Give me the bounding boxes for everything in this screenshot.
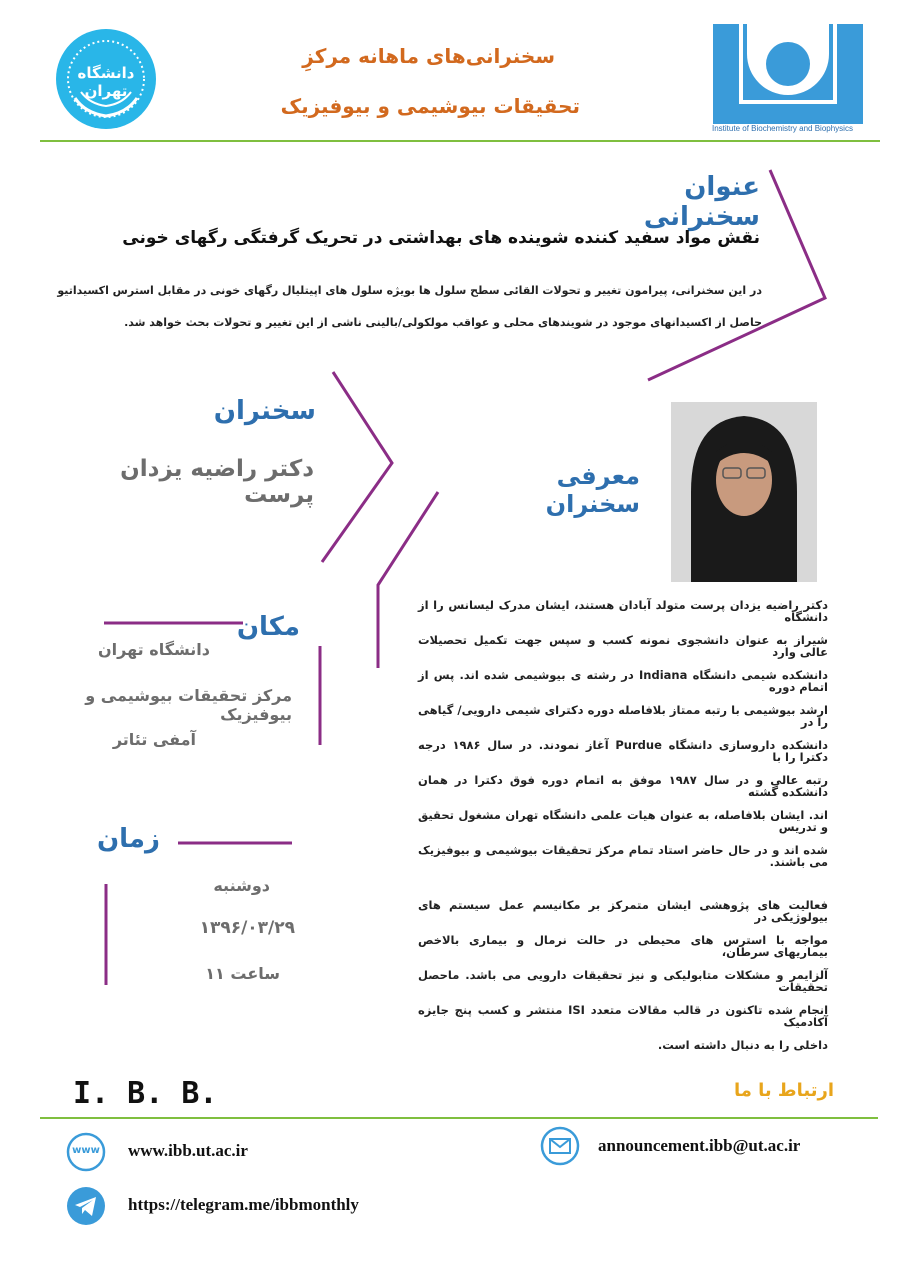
bio-line: مواجه با استرس های محیطی در حالت نرمال و بیماری بالاخص بیماریهای سرطان، — [418, 933, 828, 959]
bio-line: دانشکده شیمی دانشگاه Indiana در رشته ی بیوشیمی شده اند. پس از اتمام دوره — [418, 668, 828, 694]
bio-line: اند. ایشان بلافاصله، به عنوان هیات علمی دانشگاه تهران مشغول تحقیق و تدریس — [418, 808, 828, 834]
bio-heading: معرفی سخنران — [545, 462, 640, 518]
speaker-name: دکتر راضیه یزدان پرست — [120, 456, 314, 508]
bio-paragraph-2 — [418, 900, 828, 1075]
header-title-line2: تحقیقات بیوشیمی و بیوفیزیک — [280, 94, 580, 118]
time-day: دوشنبه — [213, 876, 270, 895]
university-logo-text: دانشگاه تهران — [77, 64, 135, 100]
email-link[interactable]: announcement.ibb@ut.ac.ir — [598, 1136, 801, 1155]
bio-line: دکتر راضیه یزدان پرست متولد آبادان هستند، ایشان مدرک لیسانس را از دانشگاه — [418, 598, 828, 624]
bio-line: رتبه عالی و در سال ۱۹۸۷ موفق به اتمام دوره فوق دکترا در همان دانشکده گشته — [418, 773, 829, 799]
time-heading: زمان — [96, 824, 160, 854]
bio-line: ارشد بیوشیمی با رتبه ممتاز بلافاصله دوره دکترای شیمی دارویی/ گیاهی را در — [418, 703, 828, 729]
telegram-link[interactable]: https://telegram.me/ibbmonthly — [128, 1195, 359, 1214]
bio-line: دانشکده داروسازی دانشگاه Purdue آغاز نمودند. در سال ۱۹۸۶ درجه دکترا را با — [418, 738, 828, 764]
bio-line: شیراز به عنوان دانشجوی نمونه کسب و سپس جهت تکمیل تحصیلات عالی وارد — [418, 633, 828, 659]
bio-line: انجام شده تاکنون در قالب مقالات متعدد ISI منتشر و کسب پنج جایزه آکادمیک — [418, 1003, 829, 1029]
location-line1: دانشگاه تهران — [98, 640, 210, 659]
contact-heading: ارتباط با ما — [733, 1080, 834, 1101]
institute-caption: Institute of Biochemistry and Biophysics — [712, 124, 853, 133]
lecture-abstract-line1: در این سخنرانی، پیرامون تغییر و تحولات القائی سطح سلول ها بویژه سلول های اپیتلیال رگهای خونی در مقابل استرس اکسیداتیو — [57, 284, 762, 297]
location-line2: مرکز تحقیقات بیوشیمی و بیوفیزیک — [85, 686, 292, 724]
location-line3: آمفی تئاتر — [112, 730, 196, 749]
time-date: ۱۳۹۶/۰۳/۲۹ — [199, 918, 295, 938]
lecture-title: نقش مواد سفید کننده شوینده های بهداشتی در تحریک گرفتگی رگهای خونی — [122, 228, 760, 248]
website-icon — [66, 1132, 106, 1172]
bio-line: آلزایمر و مشکلات متابولیکی و نیز تحقیقات دارویی می باشد. ماحصل تحقیقات — [418, 968, 828, 994]
email-icon — [540, 1126, 580, 1166]
speaker-photo — [671, 402, 817, 582]
time-hour: ساعت ۱۱ — [205, 964, 280, 983]
footer-divider — [40, 1117, 878, 1119]
lecture-heading: عنوان سخنرانی — [643, 172, 760, 232]
brand-logo-text: I. B. B. — [73, 1076, 218, 1111]
lecture-abstract-line2: حاصل از اکسیدانهای موجود در شویندهای محلی و عواقب مولکولی/بالینی ناشی از این تغییر و تحولات بحث خواهد شد. — [124, 316, 762, 329]
website-link[interactable]: www.ibb.ut.ac.ir — [128, 1141, 248, 1160]
bio-line: فعالیت های پژوهشی ایشان متمرکز بر مکانیسم عمل سیستم های بیولوژیکی در — [418, 898, 828, 924]
telegram-icon — [66, 1186, 106, 1226]
header-title-line1: سخنرانی‌های ماهانه مرکزِ — [302, 44, 555, 68]
bio-line: شده اند و در حال حاضر استاد تمام مرکز تحقیقات بیوشیمی و بیوفیزیک می باشند. — [418, 843, 828, 869]
location-heading: مکان — [236, 612, 300, 642]
bio-line: داخلی را به دنبال داشته است. — [657, 1038, 828, 1052]
bio-paragraph-1 — [418, 600, 828, 880]
website-icon-text: www — [72, 1145, 100, 1156]
speaker-heading: سخنران — [213, 396, 316, 426]
